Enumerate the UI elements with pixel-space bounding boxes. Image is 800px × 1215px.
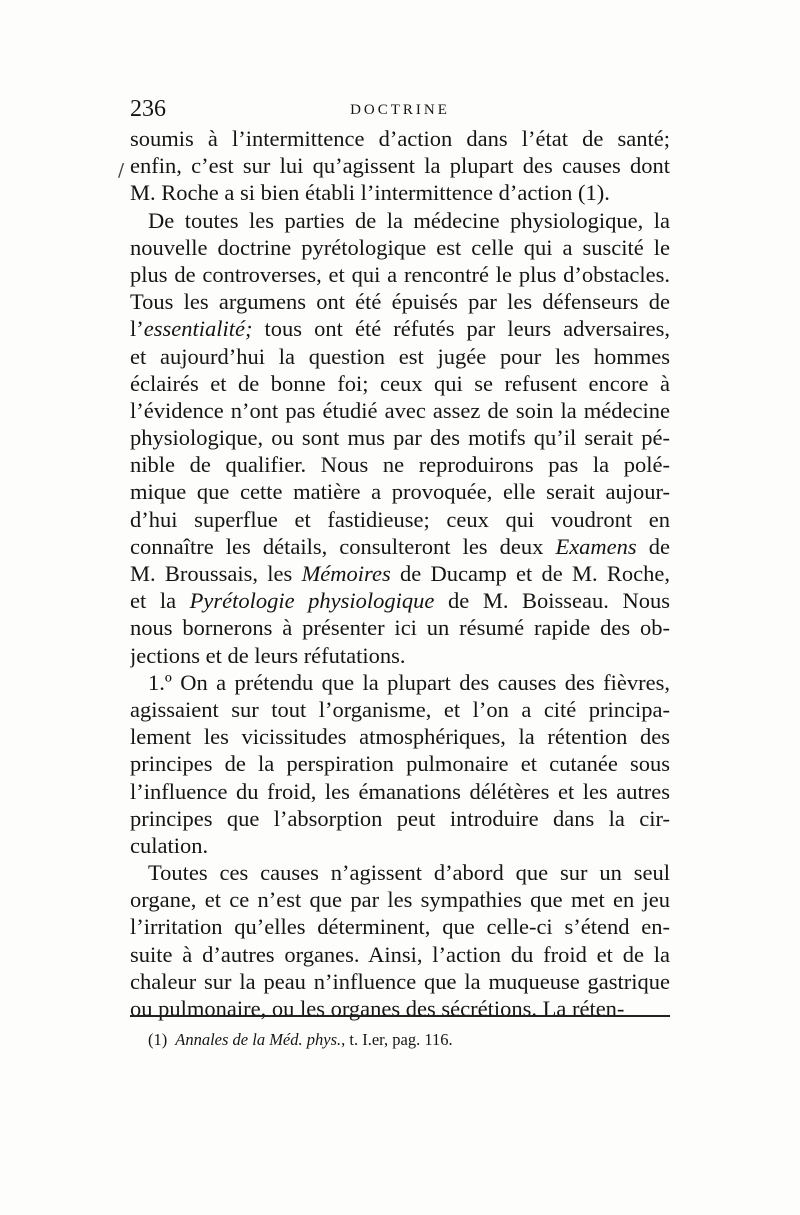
text-run: jections et de leurs réfutations.	[130, 642, 406, 668]
text-line	[130, 478, 670, 505]
text-line	[130, 207, 670, 234]
italic-title: Mémoires	[301, 561, 391, 586]
text-line	[130, 723, 670, 750]
text-line	[130, 451, 670, 478]
italic-title: Pyrétologie physiologique	[189, 588, 435, 614]
text-run: ou pulmonaire, ou les organes des sécrétions. La réten-	[130, 996, 625, 1021]
text-line	[130, 560, 670, 587]
italic-title: essentialité;	[143, 316, 253, 342]
text-run: l’influence du froid, les émanations délétères et les autres	[130, 778, 670, 804]
text-run: de Ducamp et de M. Roche,	[390, 561, 670, 586]
text-line	[130, 152, 670, 179]
page-header	[130, 96, 670, 124]
footnote-journal: Annales de la Méd. phys.	[175, 1030, 342, 1049]
text-run: tous ont été réfutés par leurs adversaires,	[252, 316, 670, 342]
text-run: enfin, c’est sur lui qu’agissent la plupart des causes dont	[130, 153, 670, 179]
text-run: Toutes ces causes n’agissent d’abord que sur un seul	[148, 860, 670, 886]
text-line	[130, 179, 670, 206]
text-run: de M. Boisseau. Nous	[434, 588, 670, 614]
footnote-marker: (1)	[148, 1030, 168, 1049]
text-run: éclairés et de bonne foi; ceux qui se refusent encore à	[130, 370, 670, 396]
text-run: principes de la perspiration pulmonaire et cutanée sous	[130, 751, 670, 777]
text-run: nous bornerons à présenter ici un résumé rapide des ob-	[130, 615, 670, 641]
footnote-reference: , t. I.er, pag. 116.	[341, 1030, 453, 1049]
text-run: lement les vicissitudes atmosphériques, la rétention des	[130, 724, 670, 750]
text-run: nouvelle doctrine pyrétologique est celle qui a suscité le	[130, 234, 670, 260]
text-line	[130, 424, 670, 451]
text-run: plus de controverses, et qui a rencontré le plus d’obstacles.	[130, 261, 670, 287]
text-line	[130, 832, 670, 859]
text-run: nible de qualifier. Nous ne reproduirons pas la polé-	[130, 452, 670, 478]
text-line	[130, 533, 670, 560]
text-line	[130, 343, 670, 370]
text-line	[130, 315, 670, 342]
footnote-rule	[130, 1015, 670, 1017]
italic-title: Examens	[555, 533, 637, 559]
text-run: organe, et ce n’est que par les sympathies que met en jeu	[130, 887, 670, 913]
text-line	[130, 968, 670, 995]
text-run: mique que cette matière a provoquée, elle serait aujour-	[130, 479, 670, 505]
text-run: physiologique, ou sont mus par des motifs qu’il serait pé-	[130, 425, 670, 451]
text-line	[130, 614, 670, 641]
text-run: de	[636, 533, 670, 559]
text-line	[130, 370, 670, 397]
text-line	[130, 642, 670, 669]
text-line	[130, 886, 670, 913]
text-line	[130, 696, 670, 723]
text-run: M. Broussais, les	[130, 561, 302, 586]
text-run: M. Roche a si bien établi l’intermittence d’action (1).	[130, 180, 610, 206]
text-line	[130, 234, 670, 261]
margin-mark: /	[118, 160, 125, 181]
text-line	[130, 859, 670, 886]
footnote	[148, 1030, 453, 1050]
text-run: et la	[130, 588, 190, 614]
text-line	[130, 913, 670, 940]
text-run: l’évidence n’ont pas étudié avec assez de soin la médecine	[130, 397, 670, 423]
text-run: principes que l’absorption peut introduire dans la cir-	[130, 805, 670, 831]
text-line	[130, 805, 670, 832]
text-run: 1.º On a prétendu que la plupart des causes des fièvres,	[148, 669, 670, 695]
text-run: De toutes les parties de la médecine physiologique, la	[148, 207, 670, 233]
text-run: d’hui superflue et fastidieuse; ceux qui voudront en	[130, 506, 670, 532]
text-run: Tous les argumens ont été épuisés par les défenseurs de	[130, 289, 670, 315]
text-run: culation.	[130, 832, 209, 858]
page-number: 236	[130, 96, 166, 122]
running-head: DOCTRINE	[350, 102, 450, 118]
text-line	[130, 397, 670, 424]
text-run: et aujourd’hui la question est jugée pour les hommes	[130, 343, 670, 369]
text-line	[130, 995, 670, 1022]
text-line	[130, 941, 670, 968]
text-line	[130, 750, 670, 777]
text-run: l’irritation qu’elles déterminent, que celle-ci s’étend en-	[130, 914, 670, 940]
text-line	[130, 261, 670, 288]
text-line	[130, 125, 670, 152]
text-run: l’	[130, 316, 144, 342]
text-run: chaleur sur la peau n’influence que la muqueuse gastrique	[130, 968, 670, 994]
text-line	[130, 669, 670, 696]
text-run: suite à d’autres organes. Ainsi, l’action du froid et de la	[130, 941, 670, 967]
text-run: soumis à l’intermittence d’action dans l’état de santé;	[130, 126, 670, 151]
text-line	[130, 587, 670, 614]
text-line	[130, 506, 670, 533]
body-text	[130, 125, 670, 1022]
text-line	[130, 288, 670, 315]
text-run: agissaient sur tout l’organisme, et l’on a cité principa-	[130, 696, 670, 722]
text-line	[130, 778, 670, 805]
text-run: connaître les détails, consulteront les deux	[130, 533, 556, 559]
